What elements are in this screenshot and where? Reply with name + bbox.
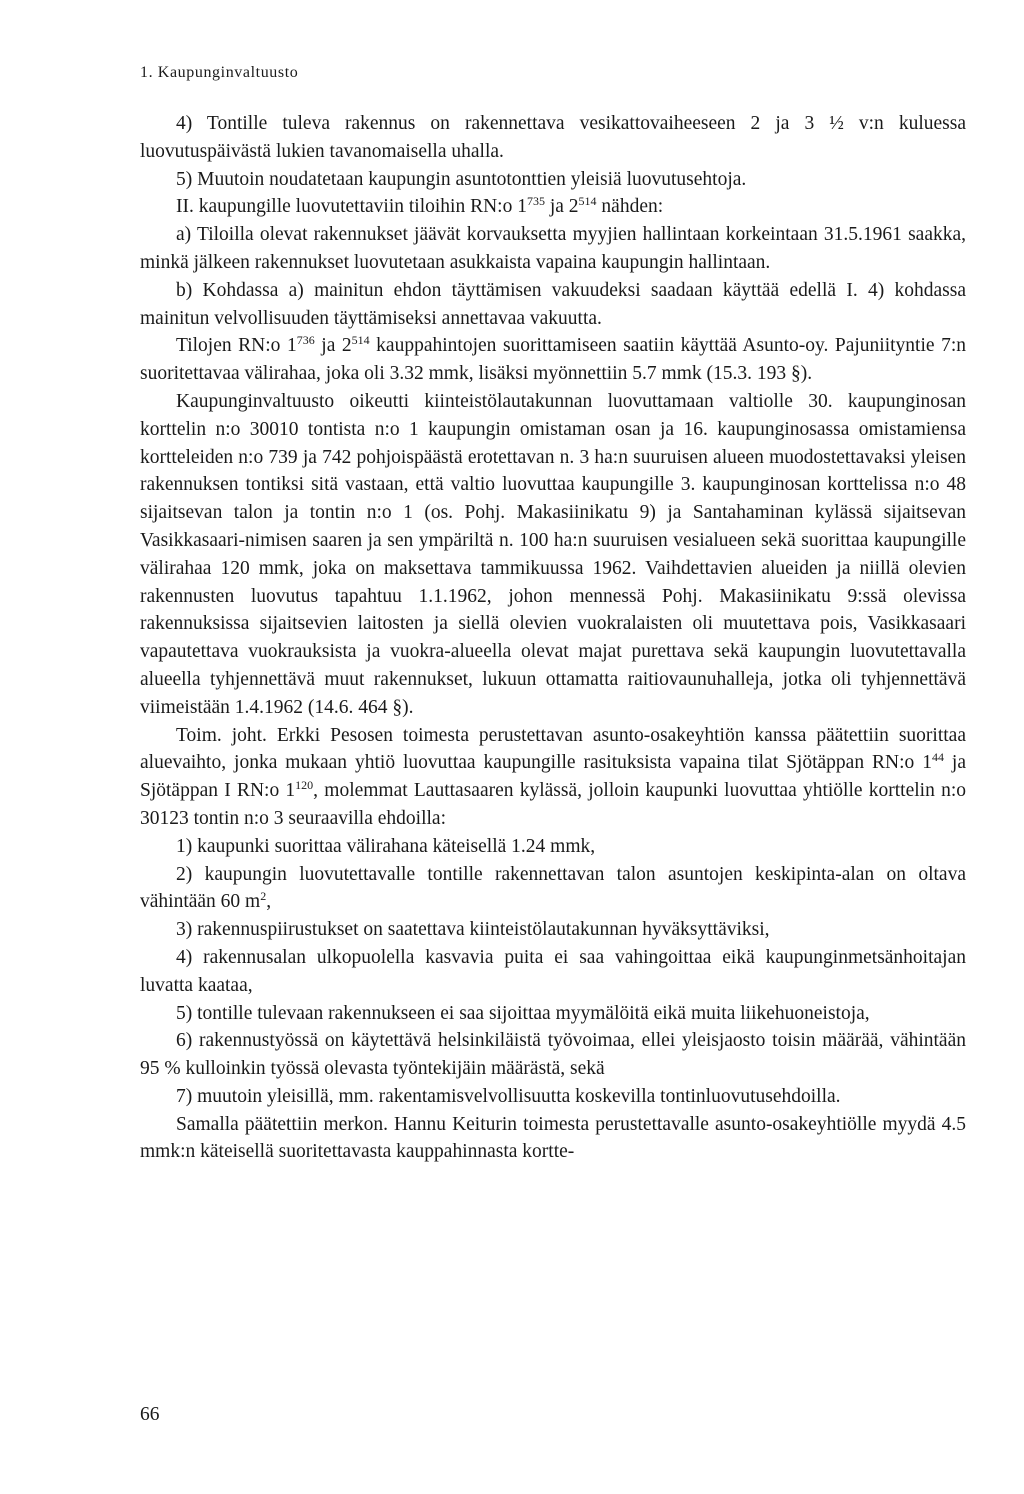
paragraph	[140, 916, 966, 944]
paragraph	[140, 332, 966, 388]
superscript: 736	[296, 333, 315, 348]
text-run: 5) tontille tulevaan rakennukseen ei saa sijoittaa myymälöitä eikä muita liikehuoneistoja,	[176, 1002, 870, 1024]
paragraph	[140, 166, 966, 194]
text-run: Tilojen RN:o 1	[176, 335, 297, 357]
text-run: 4) rakennusalan ulkopuolella kasvavia puita ei saa vahingoittaa eikä kaupunginmetsänhoitajan luvatta kaataa,	[140, 946, 966, 996]
text-run: ,	[266, 891, 272, 913]
paragraph	[140, 277, 966, 333]
superscript: 44	[931, 750, 944, 765]
text-run: 4) Tontille tuleva rakennus on rakennettava vesikattovaiheeseen 2 ja 3 ½ v:n kuluessa luovutuspäivästä lukien tavanomaisella uhalla.	[140, 113, 966, 162]
paragraph	[140, 388, 966, 722]
text-run: ja 2	[544, 196, 579, 218]
paragraph	[140, 1027, 966, 1083]
text-run: 3) rakennuspiirustukset on saatettava kiinteistölautakunnan hyväksyttäviksi,	[176, 919, 770, 941]
superscript: 120	[295, 778, 314, 793]
text-run: kauppahintojen suorittamiseen saatiin käyttää Asunto-oy. Pajuniityntie 7:n suoritettavaa välirahaa, joka oli 3.32 mmk, lisäksi myönnettiin 5.7 mmk (15.3. 193 §).	[140, 335, 967, 385]
text-run: , molemmat Lauttasaaren kylässä, jolloin kaupunki luovuttaa yhtiölle korttelin n:o 30123 tontin n:o 3 seuraavilla ehdoilla:	[140, 780, 966, 829]
running-header: 1. Kaupunginvaltuusto	[140, 64, 299, 81]
superscript: 514	[578, 194, 597, 209]
text-run: 1) kaupunki suorittaa välirahana käteisellä 1.24 mmk,	[176, 835, 596, 857]
text-run: b) Kohdassa a) mainitun ehdon täyttämisen vakuudeksi saadaan käyttää edellä I. 4) kohdassa mainitun velvollisuuden täyttämiseksi annettavaa vakuutta.	[140, 279, 966, 329]
paragraph	[140, 221, 966, 277]
text-run: 7) muutoin yleisillä, mm. rakentamisvelvollisuutta koskevilla tontinluovutusehdoilla.	[176, 1085, 841, 1107]
paragraph	[140, 833, 966, 861]
body-text	[140, 110, 966, 1166]
text-run: Samalla päätettiin merkon. Hannu Keiturin toimesta perustettavalle asunto-osakeyhtiölle myydä 4.5 mmk:n käteisellä suoritettavasta kauppahinnasta kortte-	[140, 1113, 966, 1163]
text-run: Toim. joht. Erkki Pesosen toimesta perustettavan asunto-osakeyhtiön kanssa päätettiin suorittaa aluevaihto, jonka mukaan yhtiö luovuttaa kaupungille rasituksista vapaina tilat Sjötäppan RN:o 1	[140, 724, 966, 774]
paragraph	[140, 1000, 966, 1028]
text-run: 5) Muutoin noudatetaan kaupungin asuntotonttien yleisiä luovutusehtoja.	[176, 168, 747, 190]
paragraph	[140, 722, 966, 833]
text-run: Kaupunginvaltuusto oikeutti kiinteistölautakunnan luovuttamaan valtiolle 30. kaupunginosan korttelin n:o 30010 tontista n:o 1 kaupungin omistaman osan ja 16. kaupunginosassa omistamiensa kortteleiden n:o 739 ja 742 pohjoispäästä erotettavan n. 3 ha:n suuruisen alueen muodostettavaksi yleisen rakennuksen tontiksi sitä vastaan, että valtio luovuttaa kaupungille 3. kaupunginosan korttelissa n:o 48 sijaitsevan talon ja tontin n:o 1 (os. Pohj. Makasiinikatu 9) ja Santahaminan kylässä sijaitsevan Vasikkasaari-nimisen saaren ja sen ympäriltä n. 100 ha:n suuruisen vesialueen sekä suorittaa kaupungille välirahaa 120 mmk, joka on maksettava tammikuussa 1962. Vaihdettavien alueiden ja niillä olevien rakennusten luovutus tapahtuu 1.1.1962, johon mennessä Pohj. Makasiinikatu 9:ssä olevissa rakennuksissa sijaitsevien laitosten ja siellä olevien vuokralaisten oli muutettava pois, Vasikkasaari vapautettava vuokrauksista ja vuokra-alueella olevat majat purettava sekä kaupungin luovutettavalla alueella tyhjennettävä muut rakennukset, lukuun ottamatta raitiovaunuhalleja, jotka oli tyhjennettävä viimeistään 1.4.1962 (14.6. 464 §).	[140, 390, 966, 718]
text-run: a) Tiloilla olevat rakennukset jäävät korvauksetta myyjien hallintaan korkeintaan 31.5.1961 saakka, minkä jälkeen rakennukset luovutetaan asukkaista vapaina kaupungin hallintaan.	[140, 224, 966, 273]
paragraph	[140, 193, 966, 221]
page-number: 66	[140, 1404, 160, 1425]
paragraph	[140, 861, 966, 917]
paragraph	[140, 1083, 966, 1111]
text-run: 6) rakennustyössä on käytettävä helsinkiläistä työvoimaa, ellei yleisjaosto toisin määrää, vähintään 95 % kulloinkin työssä olevasta työntekijäin määrästä, sekä	[140, 1030, 966, 1080]
superscript: 514	[351, 333, 370, 348]
text-run: ja 2	[314, 335, 352, 357]
superscript: 2	[260, 889, 267, 904]
paragraph	[140, 944, 966, 1000]
text-run: nähden:	[596, 196, 664, 218]
paragraph	[140, 110, 966, 166]
paragraph	[140, 1111, 966, 1167]
superscript: 735	[526, 194, 545, 209]
text-run: 2) kaupungin luovutettavalle tontille rakennettavan talon asuntojen keskipinta-alan on oltava vähintään 60 m	[140, 863, 966, 913]
text-run: ja Sjötäppan I RN:o 1	[140, 752, 966, 802]
text-run: II. kaupungille luovutettaviin tiloihin RN:o 1	[176, 196, 527, 218]
